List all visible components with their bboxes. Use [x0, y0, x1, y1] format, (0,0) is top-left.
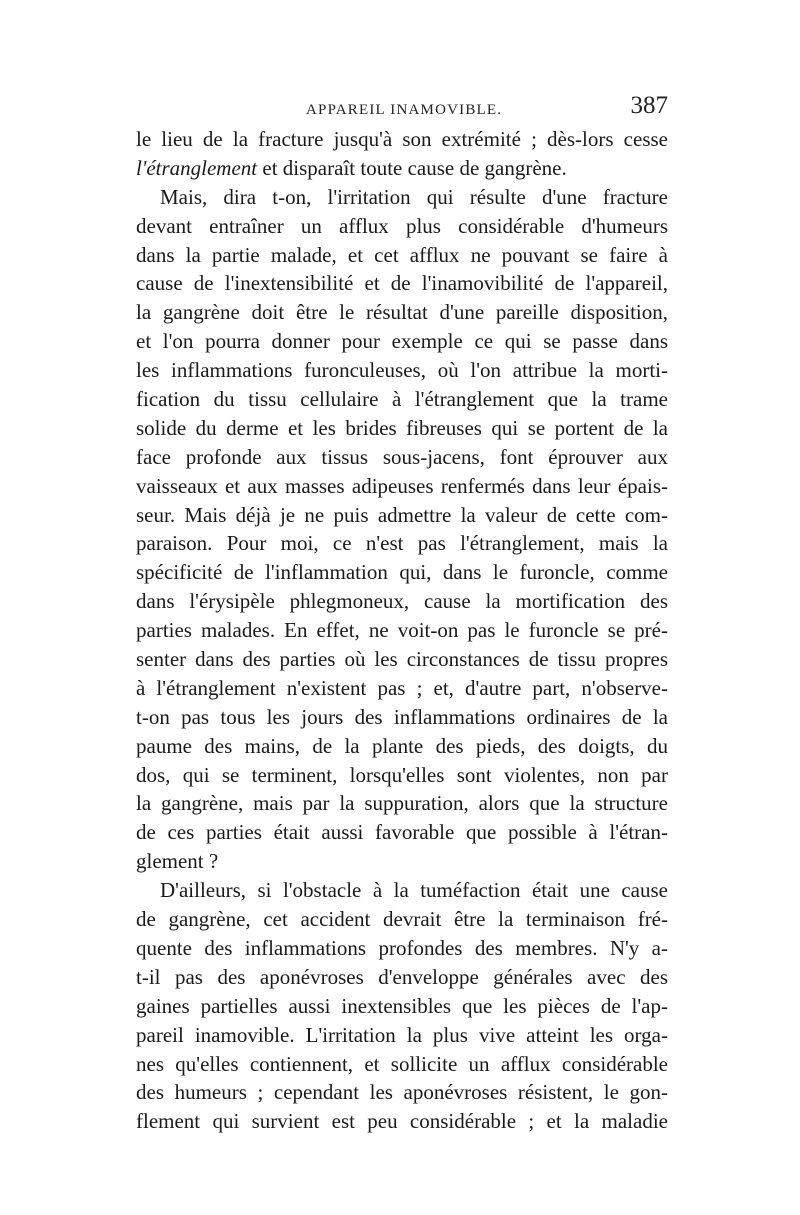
text-line: dans l'érysipèle phlegmoneux, cause la mortification des	[136, 589, 668, 614]
text-line-rest: et disparaît toute cause de gangrène.	[262, 155, 567, 180]
italic-term: l'étranglement	[136, 155, 258, 180]
text-line: paume des mains, de la plante des pieds, des doigts, du	[136, 733, 668, 758]
text-line: face profonde aux tissus sous-jacens, font éprouver aux	[136, 444, 668, 469]
text-line: dans la partie malade, et cet afflux ne pouvant se faire à	[136, 242, 668, 267]
text-line: t-on pas tous les jours des inflammations ordinaires de la	[136, 704, 668, 729]
text-line: parties malades. En effet, ne voit-on pas le furoncle se pré-	[136, 618, 668, 643]
text-line: de ces parties était aussi favorable que possible à l'étran-	[136, 820, 668, 845]
text-line: le lieu de la fracture jusqu'à son extrémité ; dès-lors cesse	[136, 127, 668, 151]
text-line: la gangrène doit être le résultat d'une pareille disposition,	[136, 300, 668, 325]
running-head: APPAREIL INAMOVIBLE.	[306, 102, 503, 118]
text-line: glement ?	[136, 849, 219, 874]
text-line: des humeurs ; cependant les aponévroses résistent, le gon-	[136, 1080, 668, 1105]
text-line: spécificité de l'inflammation qui, dans le furoncle, comme	[136, 560, 668, 585]
body-text	[136, 125, 668, 1136]
text-line: dos, qui se terminent, lorsqu'elles sont violentes, non par	[136, 762, 668, 787]
text-line	[136, 154, 668, 183]
text-line: de gangrène, cet accident devrait être la terminaison fré-	[136, 907, 668, 932]
text-line: vaisseaux et aux masses adipeuses renfermés dans leur épais-	[136, 473, 668, 498]
text-line: seur. Mais déjà je ne puis admettre la valeur de cette com-	[136, 502, 668, 527]
text-line: devant entraîner un afflux plus considérable d'humeurs	[136, 213, 668, 238]
text-line: pareil inamovible. L'irritation la plus vive atteint les orga-	[136, 1022, 668, 1047]
page-number: 387	[630, 92, 668, 119]
text-line: Mais, dira t-on, l'irritation qui résulte d'une fracture	[160, 184, 668, 209]
text-line: les inflammations furonculeuses, où l'on attribue la morti-	[136, 358, 668, 383]
text-line: senter dans des parties où les circonstances de tissu propres	[136, 647, 668, 672]
text-line: solide du derme et les brides fibreuses qui se portent de la	[136, 415, 668, 440]
text-line: fication du tissu cellulaire à l'étranglement que la trame	[136, 387, 668, 412]
text-line: quente des inflammations profondes des membres. N'y a-	[136, 935, 668, 960]
text-line: nes qu'elles contiennent, et sollicite un afflux considérable	[136, 1051, 668, 1076]
text-line: paraison. Pour moi, ce n'est pas l'étranglement, mais la	[136, 531, 668, 556]
page-header	[136, 86, 668, 120]
text-line: et l'on pourra donner pour exemple ce qui se passe dans	[136, 329, 668, 354]
text-line: flement qui survient est peu considérable ; et la maladie	[136, 1109, 668, 1134]
text-line: cause de l'inextensibilité et de l'inamovibilité de l'appareil,	[136, 271, 668, 296]
text-line: la gangrène, mais par la suppuration, alors que la structure	[136, 791, 668, 816]
text-line: t-il pas des aponévroses d'enveloppe générales avec des	[136, 964, 668, 989]
text-line: à l'étranglement n'existent pas ; et, d'autre part, n'observe-	[136, 675, 668, 700]
text-line: gaines partielles aussi inextensibles que les pièces de l'ap-	[136, 993, 668, 1018]
text-line: D'ailleurs, si l'obstacle à la tuméfaction était une cause	[160, 878, 668, 903]
